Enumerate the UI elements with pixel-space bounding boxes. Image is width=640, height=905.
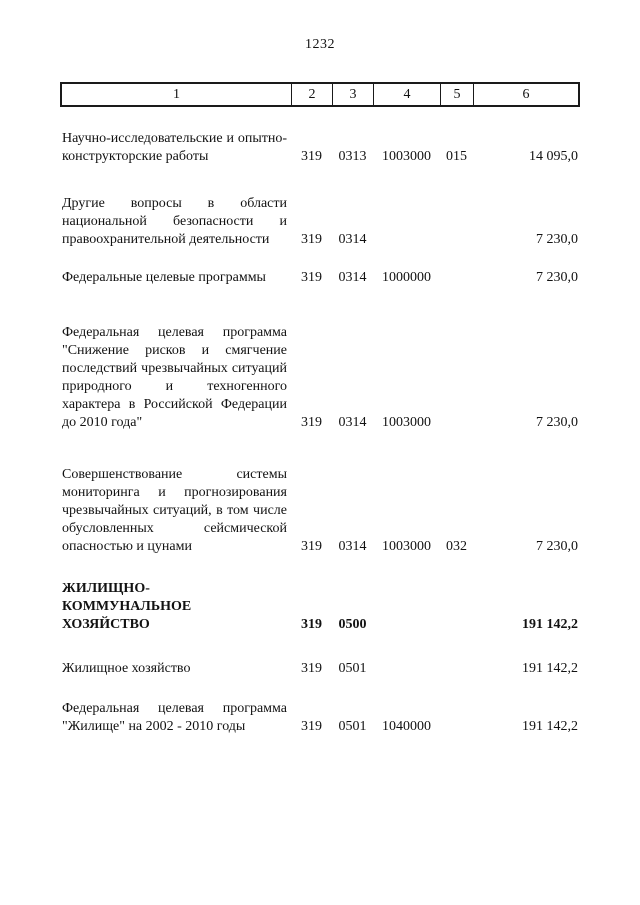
row-section-code: 0314 bbox=[338, 539, 367, 554]
table-body bbox=[62, 130, 580, 736]
row-target-item-code: 1003000 bbox=[382, 149, 431, 164]
row-amount: 7 230,0 bbox=[536, 539, 578, 554]
row-expense-type-code: 015 bbox=[446, 149, 467, 164]
row-amount: 14 095,0 bbox=[529, 149, 578, 164]
row-amount: 7 230,0 bbox=[536, 232, 578, 247]
table-row bbox=[62, 195, 580, 249]
table-row bbox=[62, 660, 580, 678]
row-grbs-code: 319 bbox=[301, 539, 322, 554]
row-description: Другие вопросы в области национальной безопасности и правоохранительной деятельности bbox=[62, 196, 287, 247]
row-section-code: 0314 bbox=[338, 270, 367, 285]
row-target-item-code: 1003000 bbox=[382, 539, 431, 554]
row-amount: 191 142,2 bbox=[522, 661, 578, 676]
column-header-1: 1 bbox=[173, 87, 180, 102]
table-header-row bbox=[60, 82, 580, 107]
table-row-section-header bbox=[62, 580, 580, 634]
row-description: Совершенствование системы мониторинга и прогнозирования чрезвычайных ситуаций, в том числе обусловленных сейсмической опасностью и цунами bbox=[62, 467, 287, 554]
row-section-code: 0313 bbox=[338, 149, 367, 164]
row-amount: 7 230,0 bbox=[536, 270, 578, 285]
row-grbs-code: 319 bbox=[301, 617, 322, 632]
row-grbs-code: 319 bbox=[301, 661, 322, 676]
budget-table bbox=[60, 82, 580, 736]
row-target-item-code: 1000000 bbox=[382, 270, 431, 285]
row-section-code: 0500 bbox=[338, 617, 367, 632]
column-header-3: 3 bbox=[332, 84, 373, 105]
row-section-code: 0501 bbox=[338, 661, 367, 676]
table-row bbox=[62, 700, 580, 736]
row-grbs-code: 319 bbox=[301, 270, 322, 285]
row-grbs-code: 319 bbox=[301, 232, 322, 247]
row-section-code: 0314 bbox=[338, 232, 367, 247]
row-grbs-code: 319 bbox=[301, 415, 322, 430]
table-row bbox=[62, 466, 580, 556]
row-target-item-code: 1040000 bbox=[382, 719, 431, 734]
column-header-2: 2 bbox=[291, 84, 332, 105]
table-row bbox=[62, 324, 580, 432]
row-description: Федеральные целевые программы bbox=[62, 270, 266, 285]
column-header-6: 6 bbox=[473, 84, 578, 105]
row-description: ЖИЛИЩНО-КОММУНАЛЬНОЕ ХОЗЯЙСТВО bbox=[62, 581, 192, 632]
row-amount: 191 142,2 bbox=[522, 719, 578, 734]
row-grbs-code: 319 bbox=[301, 719, 322, 734]
row-amount: 7 230,0 bbox=[536, 415, 578, 430]
page-number: 1232 bbox=[305, 37, 335, 52]
table-row bbox=[62, 130, 580, 166]
row-expense-type-code: 032 bbox=[446, 539, 467, 554]
row-grbs-code: 319 bbox=[301, 149, 322, 164]
row-description: Федеральная целевая программа "Жилище" на 2002 - 2010 годы bbox=[62, 701, 287, 734]
column-header-4: 4 bbox=[373, 84, 440, 105]
row-description: Научно-исследовательские и опытно-конструкторские работы bbox=[62, 131, 287, 164]
table-row bbox=[62, 269, 580, 287]
row-section-code: 0501 bbox=[338, 719, 367, 734]
row-target-item-code: 1003000 bbox=[382, 415, 431, 430]
row-amount: 191 142,2 bbox=[522, 617, 578, 632]
row-section-code: 0314 bbox=[338, 415, 367, 430]
column-header-5: 5 bbox=[440, 84, 473, 105]
row-description: Жилищное хозяйство bbox=[62, 661, 191, 676]
row-description: Федеральная целевая программа "Снижение рисков и смягчение последствий чрезвычайных ситуаций природного и техногенного характера в Российской Федерации до 2010 года" bbox=[62, 325, 287, 430]
